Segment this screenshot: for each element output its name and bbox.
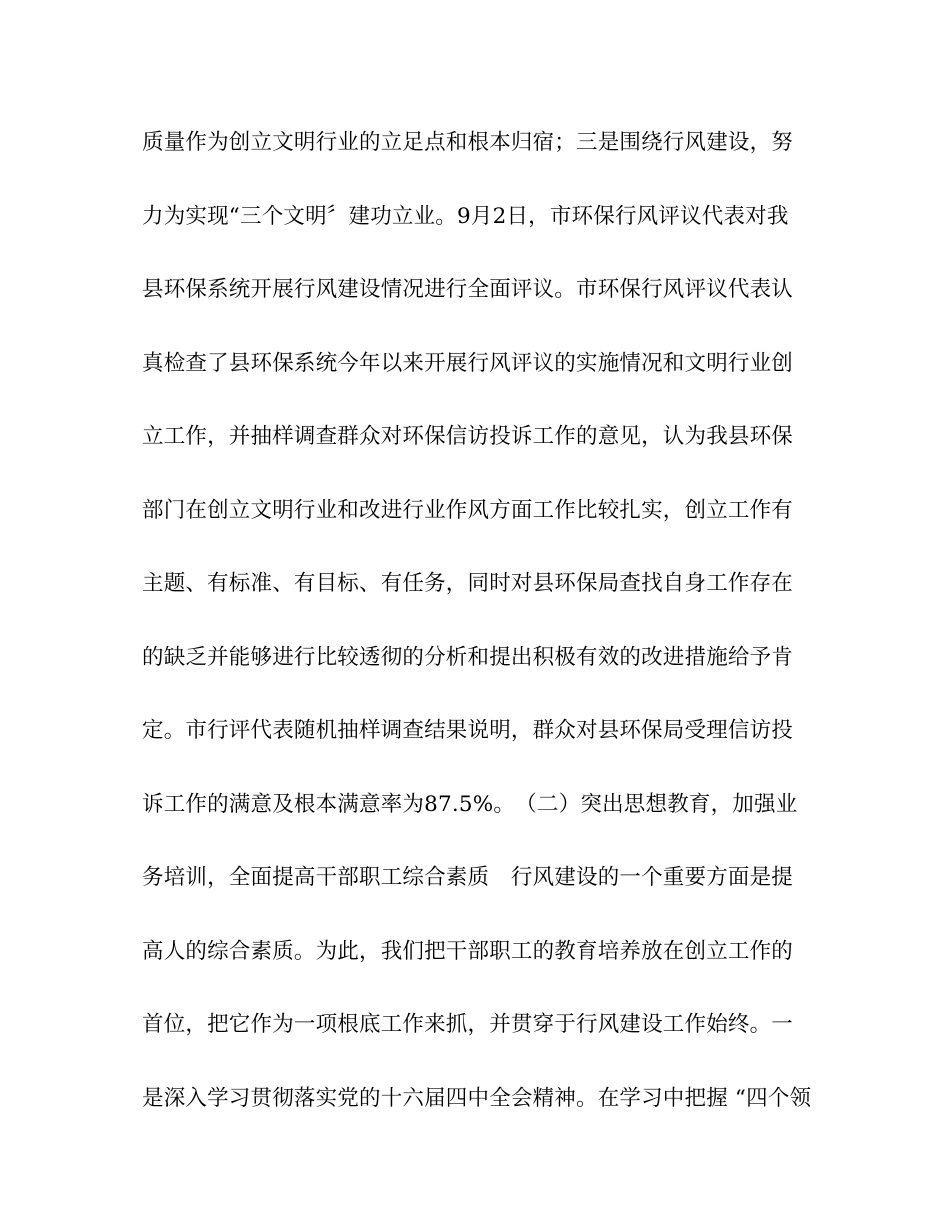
text-line-5: 立工作，并抽样调查群众对环保信访投诉工作的意见，认为我县环保 [142,424,794,449]
text-line-13: 首位，把它作为一项根底工作来抓，并贯穿于行风建设工作始终。一 [142,1012,794,1037]
text-line-9: 定。市行评代表随机抽样调查结果说明，群众对县环保局受理信访投 [142,718,794,743]
text-line-12: 高人的综合素质。为此，我们把干部职工的教育培养放在创立工作的 [142,938,794,964]
text-line-14: 是深入学习贯彻落实党的十六届四中全会精神。在学习中把握 “四个领 [142,1085,812,1111]
text-line-7: 主题、有标准、有目标、有任务，同时对县环保局查找自身工作存在 [142,571,794,596]
body-text [142,120,842,1149]
text-line-11: 务培训，全面提高干部职工综合素质 行风建设的一个重要方面是提 [142,865,794,890]
text-line-10: 诉工作的满意及根本满意率为87.5%。 （二）突出思想教育，加强业 [142,791,798,817]
text-line-2: 力为实现“三个文明〞建功立业。9月2日，市环保行风评议代表对我 [142,203,789,229]
text-line-4: 真检查了县环保系统今年以来开展行风评议的实施情况和文明行业创 [142,350,794,376]
text-line-1: 质量作为创立文明行业的立足点和根本归宿；三是围绕行风建设，努 [142,130,794,155]
text-line-8: 的缺乏并能够进行比较透彻的分析和提出积极有效的改进措施给予肯 [142,644,794,670]
text-line-6: 部门在创立文明行业和改进行业作风方面工作比较扎实，创立工作有 [142,497,794,523]
text-line-3: 县环保系统开展行风建设情况进行全面评议。市环保行风评议代表认 [142,277,794,302]
